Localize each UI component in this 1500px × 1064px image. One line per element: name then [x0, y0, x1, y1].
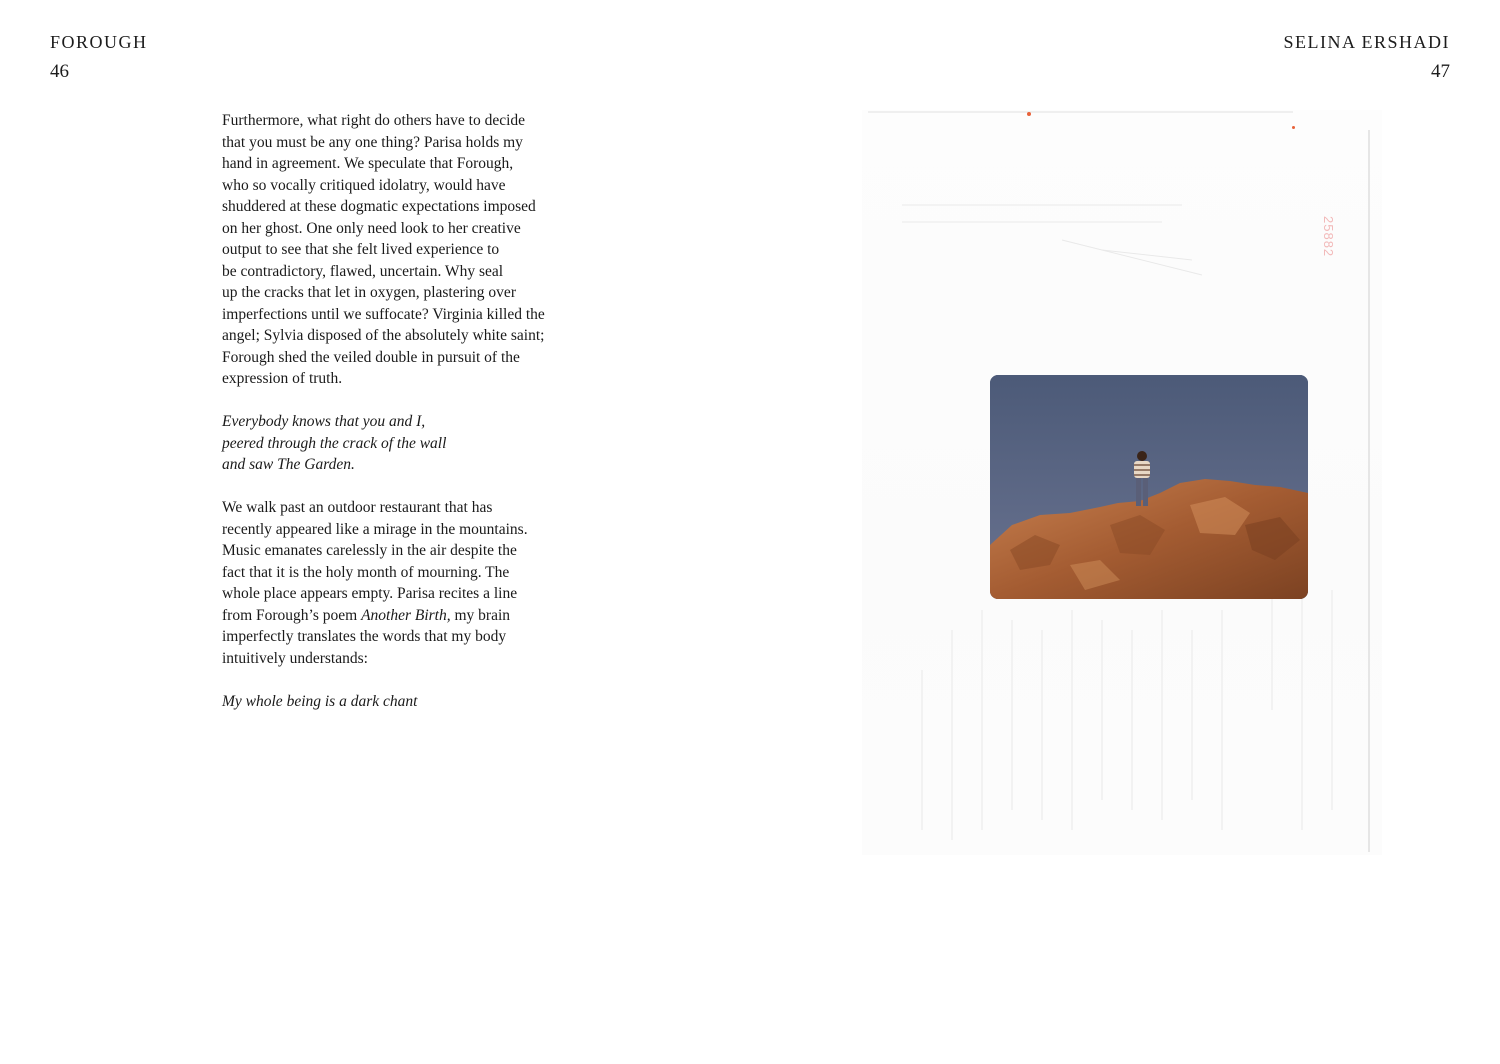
- paragraph-line: Music emanates carelessly in the air despite the: [222, 542, 517, 559]
- paragraph-line: that you must be any one thing? Parisa holds my: [222, 133, 523, 151]
- paragraph-line: hand in agreement. We speculate that Forough,: [222, 155, 514, 172]
- scan-code: 25882: [1321, 216, 1336, 258]
- poem-line: peered through the crack of the wall: [222, 434, 447, 452]
- paragraph-line: imperfectly translates the words that my body: [222, 628, 507, 645]
- paragraph-line-with-title: [222, 605, 542, 627]
- text-segment: my brain: [450, 606, 511, 624]
- paragraph-1: [222, 110, 545, 390]
- page-number-right: 47: [1431, 61, 1450, 82]
- paragraph-line: output to see that she felt lived experience to: [222, 241, 500, 258]
- paragraph-2: [222, 497, 542, 669]
- page-number-left: 46: [50, 61, 69, 82]
- poem-stanza: [222, 411, 542, 476]
- paragraph-line: be contradictory, flawed, uncertain. Why seal: [222, 262, 504, 280]
- poem-line: Everybody knows that you and I,: [222, 413, 426, 430]
- closing-poem-line: [222, 691, 542, 713]
- paragraph-line: expression of truth.: [222, 370, 343, 387]
- poem-title: Another Birth,: [361, 606, 451, 624]
- paragraph-line: imperfections until we suffocate? Virginia killed the: [222, 305, 545, 323]
- paragraph-line: intuitively understands:: [222, 649, 368, 667]
- photo-figure-on-rocks: [990, 375, 1308, 599]
- running-head-left: FOROUGH: [50, 32, 148, 52]
- running-head-right: SELINA ERSHADI: [1283, 32, 1450, 52]
- paragraph-line: recently appeared like a mirage in the mountains.: [222, 520, 528, 538]
- paragraph-line: Forough shed the veiled double in pursuit of the: [222, 348, 520, 366]
- paragraph-line: who so vocally critiqued idolatry, would have: [222, 176, 506, 194]
- paragraph-line: whole place appears empty. Parisa recites a line: [222, 585, 518, 602]
- body-text: [222, 110, 545, 734]
- paragraph-line: angel; Sylvia disposed of the absolutely white saint;: [222, 327, 545, 344]
- paragraph-line: fact that it is the holy month of mourning. The: [222, 563, 510, 581]
- text-segment: from Forough’s poem: [222, 606, 362, 624]
- paragraph-line: shuddered at these dogmatic expectations imposed: [222, 198, 536, 215]
- paragraph-line: Furthermore, what right do others have to decide: [222, 112, 526, 129]
- poem-line: and saw The Garden.: [222, 456, 355, 473]
- paragraph-line: We walk past an outdoor restaurant that has: [222, 499, 493, 516]
- paragraph-line: up the cracks that let in oxygen, plastering over: [222, 284, 516, 301]
- poem-line: My whole being is a dark chant: [222, 692, 418, 710]
- photo-image: [990, 375, 1308, 599]
- paragraph-line: on her ghost. One only need look to her creative: [222, 219, 521, 237]
